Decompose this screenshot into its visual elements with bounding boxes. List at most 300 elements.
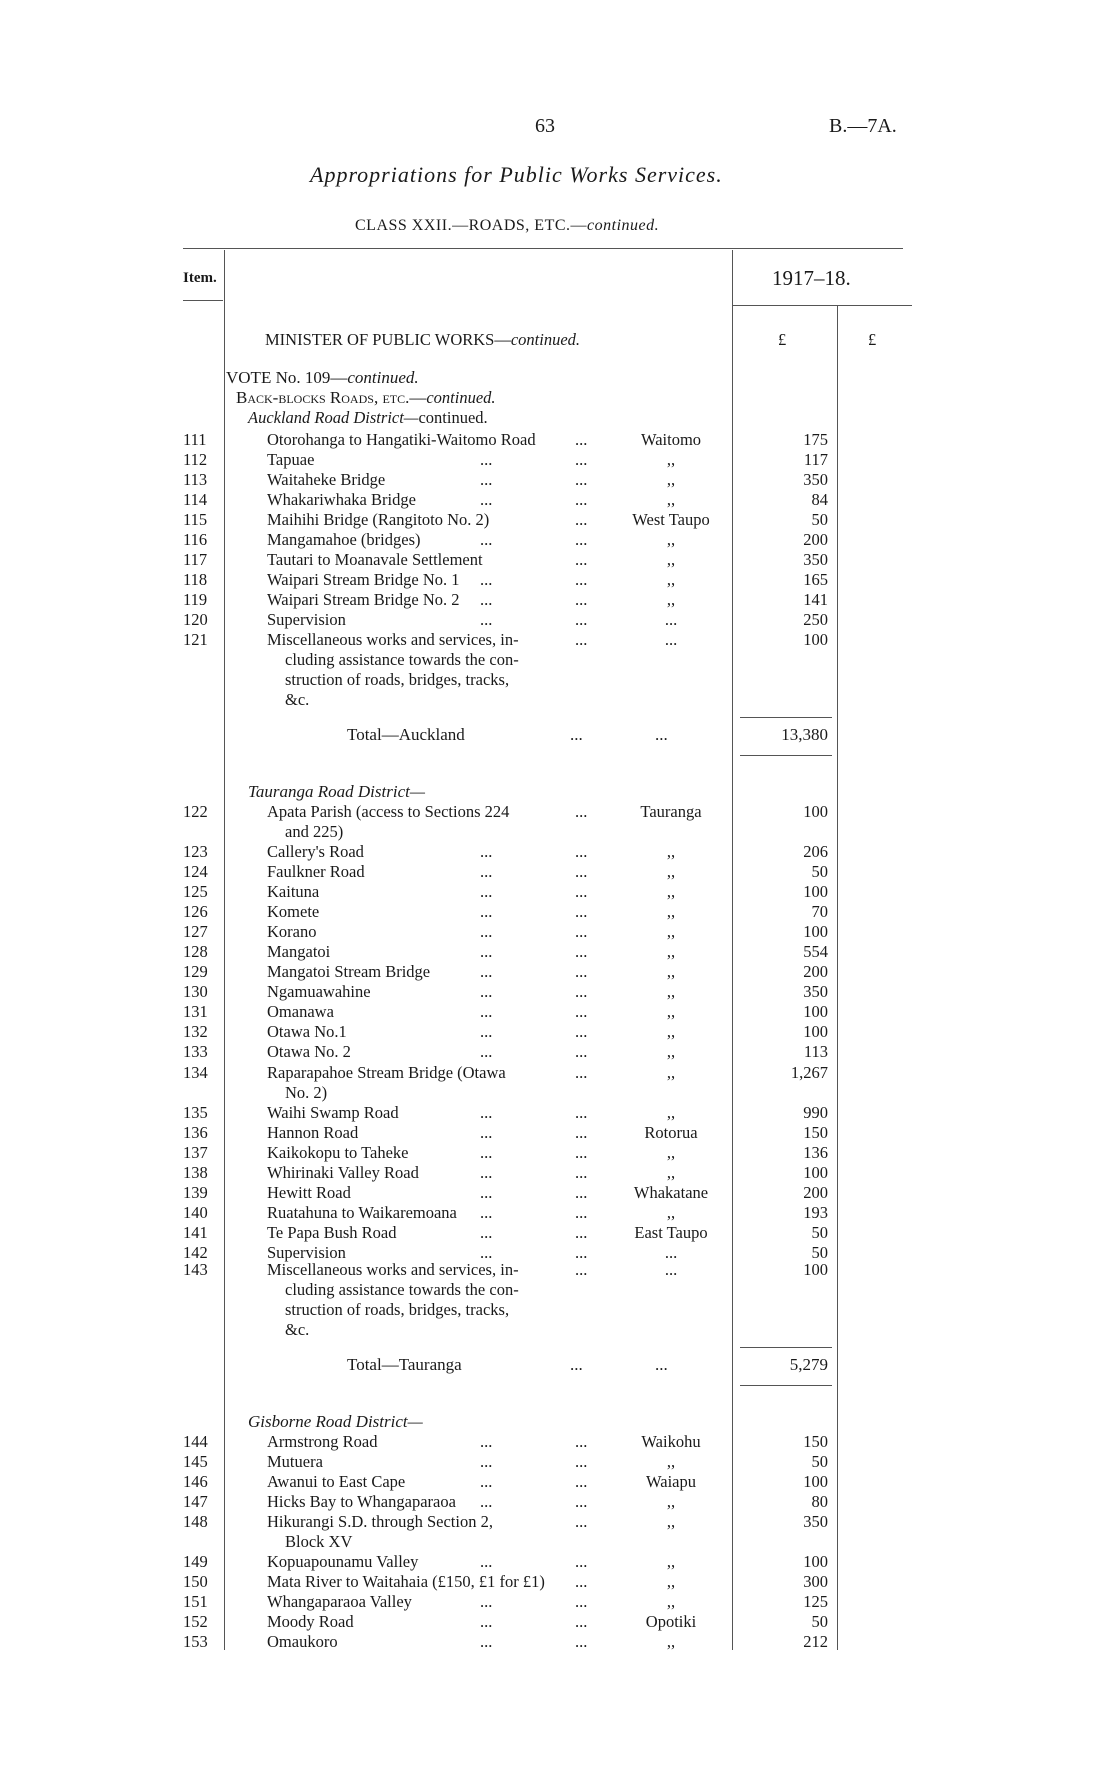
- table-row: [0, 922, 1114, 942]
- item-number: 133: [183, 1042, 208, 1061]
- item-number: 134: [183, 1063, 208, 1082]
- table-row: [0, 510, 1114, 530]
- leader-dots: ...: [575, 902, 588, 921]
- table-row: [0, 610, 1114, 630]
- item-description: Supervision: [267, 1243, 346, 1262]
- leader-dots: ...: [575, 1203, 588, 1222]
- table-row: [0, 1022, 1114, 1042]
- item-number: 119: [183, 590, 208, 609]
- district-name: Tauranga: [640, 802, 702, 821]
- item-description: Mangatoi Stream Bridge: [267, 962, 431, 981]
- amount-value: 100: [803, 1260, 828, 1279]
- amount-value: 200: [803, 530, 828, 549]
- leader-dots: ...: [575, 1042, 588, 1061]
- item-number: 128: [183, 942, 208, 961]
- amount-value: 113: [803, 1042, 828, 1061]
- amount-value: 125: [803, 1592, 828, 1611]
- district-name: Rotorua: [644, 1123, 698, 1142]
- item-number: 121: [183, 630, 208, 649]
- leader-dots: ...: [575, 1163, 588, 1182]
- leader-dots: ...: [480, 590, 493, 609]
- district-name: ,,: [666, 530, 676, 549]
- item-column-header: Item.: [183, 270, 217, 286]
- item-description: Waipari Stream Bridge No. 1: [267, 570, 460, 589]
- item-number: 141: [183, 1223, 208, 1242]
- leader-dots: ...: [575, 630, 588, 649]
- district-name: ,,: [666, 1042, 676, 1061]
- item-number: 125: [183, 882, 208, 901]
- district-name: Waiapu: [646, 1472, 696, 1491]
- item-description: Otawa No.1: [267, 1022, 347, 1041]
- tauranga-district-heading: Tauranga Road District—: [248, 782, 425, 801]
- amount-value: 100: [803, 630, 828, 649]
- misc-continuation: cluding assistance towards the con-: [285, 650, 519, 669]
- leader-dots: ...: [480, 1632, 493, 1651]
- item-description: Ngamuawahine: [267, 982, 371, 1001]
- leader-dots: ...: [480, 1163, 493, 1182]
- table-row: [0, 1143, 1114, 1163]
- district-name: ,,: [666, 1632, 676, 1651]
- leader-dots: ...: [480, 530, 493, 549]
- backblocks-heading: [236, 388, 496, 408]
- district-name: ,,: [666, 1022, 676, 1041]
- leader-dots: ...: [480, 1103, 493, 1122]
- item-description: Tapuae: [267, 450, 315, 469]
- leader-dots: ...: [480, 1002, 493, 1021]
- item-description: Hannon Road: [267, 1123, 359, 1142]
- leader-dots: ...: [655, 725, 668, 744]
- table-row: [0, 882, 1114, 902]
- district-name: ,,: [666, 1552, 676, 1571]
- item-number: 147: [183, 1492, 208, 1511]
- table-row: [0, 1552, 1114, 1572]
- amount-value: 350: [803, 1512, 828, 1531]
- leader-dots: ...: [575, 1452, 588, 1471]
- district-name: Opotiki: [645, 1612, 697, 1631]
- table-row: [0, 1063, 1114, 1083]
- misc-continuation: struction of roads, bridges, tracks,: [285, 670, 510, 689]
- leader-dots: ...: [480, 1243, 493, 1262]
- district-name: ,,: [666, 1572, 676, 1591]
- district-name: ,,: [666, 590, 676, 609]
- item-description: Hikurangi S.D. through Section 2,: [267, 1512, 493, 1531]
- item-number: 123: [183, 842, 208, 861]
- amount-value: 200: [803, 1183, 828, 1202]
- item-number: 117: [183, 550, 208, 569]
- amount-value: 50: [811, 862, 828, 881]
- amount-value: 100: [803, 1472, 828, 1491]
- leader-dots: ...: [480, 610, 493, 629]
- year-header-underline: [732, 305, 912, 306]
- leader-dots: ...: [480, 1123, 493, 1142]
- item-number: 146: [183, 1472, 208, 1491]
- amount-value: 200: [803, 962, 828, 981]
- table-row: [0, 842, 1114, 862]
- item-description: Raparapahoe Stream Bridge (Otawa: [267, 1063, 506, 1082]
- leader-dots: ...: [575, 1022, 588, 1041]
- table-row: [0, 1103, 1114, 1123]
- amount-value: 117: [803, 450, 828, 469]
- item-description: Faulkner Road: [267, 862, 365, 881]
- leader-dots: ...: [480, 1552, 493, 1571]
- class-heading: [355, 217, 659, 235]
- item-description: Korano: [267, 922, 317, 941]
- leader-dots: ...: [575, 1472, 588, 1491]
- amount-value: 1,267: [790, 1063, 828, 1082]
- amount-value: 100: [803, 802, 828, 821]
- leader-dots: ...: [480, 942, 493, 961]
- amount-value: 212: [803, 1632, 828, 1651]
- hikurangi-continuation: Block XV: [285, 1532, 353, 1551]
- amount-value: 350: [803, 470, 828, 489]
- district-name: ,,: [666, 982, 676, 1001]
- page-title: Appropriations for Public Works Services.: [310, 162, 723, 187]
- amount-value: 50: [811, 510, 828, 529]
- amount-value: 100: [803, 1002, 828, 1021]
- table-row: [0, 530, 1114, 550]
- table-row: [0, 570, 1114, 590]
- table-row: [0, 962, 1114, 982]
- amount-value: 141: [803, 590, 828, 609]
- item-number: 132: [183, 1022, 208, 1041]
- vote-heading-cont: continued.: [347, 368, 419, 387]
- item-number: 116: [183, 530, 208, 549]
- item-number: 115: [183, 510, 208, 529]
- leader-dots: ...: [480, 1432, 493, 1451]
- misc-continuation: struction of roads, bridges, tracks,: [285, 1300, 510, 1319]
- leader-dots: ...: [575, 942, 588, 961]
- leader-dots: ...: [480, 1042, 493, 1061]
- district-name: ...: [664, 1243, 678, 1262]
- table-row: [0, 1260, 1114, 1280]
- leader-dots: ...: [575, 550, 588, 569]
- table-row: [0, 1002, 1114, 1022]
- table-row: [0, 490, 1114, 510]
- class-heading-cont: continued.: [587, 217, 660, 234]
- table-row: [0, 450, 1114, 470]
- minister-heading: [265, 330, 580, 350]
- district-name: ,,: [666, 1512, 676, 1531]
- auckland-district-heading: [248, 408, 488, 428]
- tauranga-total-bottom-rule: [740, 1385, 832, 1386]
- amount-value: 350: [803, 550, 828, 569]
- page-number: 63: [535, 115, 555, 137]
- tauranga-total-label: Total—Tauranga: [347, 1355, 462, 1374]
- table-row: [0, 1123, 1114, 1143]
- leader-dots: ...: [480, 922, 493, 941]
- table-row: [0, 1472, 1114, 1492]
- district-name: Waitomo: [640, 430, 702, 449]
- leader-dots: ...: [575, 1260, 588, 1279]
- item-description: Kaituna: [267, 882, 320, 901]
- district-name: ,,: [666, 570, 676, 589]
- leader-dots: ...: [575, 510, 588, 529]
- item-number: 118: [183, 570, 208, 589]
- item-description: Hewitt Road: [267, 1183, 351, 1202]
- district-name: West Taupo: [632, 510, 710, 529]
- leader-dots: ...: [480, 1612, 493, 1631]
- table-top-rule: [183, 248, 903, 249]
- leader-dots: ...: [480, 470, 493, 489]
- table-row: [0, 430, 1114, 450]
- apata-continuation: and 225): [285, 822, 344, 841]
- amount-value: 100: [803, 1552, 828, 1571]
- item-description: Waihi Swamp Road: [267, 1103, 399, 1122]
- item-description: Whakariwhaka Bridge: [267, 490, 416, 509]
- item-number: 143: [183, 1260, 208, 1279]
- amount-value: 50: [811, 1243, 828, 1262]
- auckland-total-bottom-rule: [740, 755, 832, 756]
- item-number: 135: [183, 1103, 208, 1122]
- amount-value: 100: [803, 1022, 828, 1041]
- item-description: Otorohanga to Hangatiki-Waitomo Road: [267, 430, 536, 449]
- district-name: ,,: [666, 882, 676, 901]
- leader-dots: ...: [575, 1632, 588, 1651]
- leader-dots: ...: [575, 450, 588, 469]
- raparapahoe-continuation: No. 2): [285, 1083, 328, 1102]
- district-name: ,,: [666, 842, 676, 861]
- item-description: Hicks Bay to Whangaparaoa: [267, 1492, 456, 1511]
- table-row: [0, 1163, 1114, 1183]
- leader-dots: ...: [575, 470, 588, 489]
- leader-dots: ...: [575, 1592, 588, 1611]
- district-name: ...: [664, 1260, 678, 1279]
- item-header-underline: [183, 300, 223, 301]
- item-description: Te Papa Bush Road: [267, 1223, 397, 1242]
- item-description: Awanui to East Cape: [267, 1472, 406, 1491]
- table-row: [0, 1203, 1114, 1223]
- leader-dots: ...: [570, 725, 583, 744]
- leader-dots: ...: [575, 962, 588, 981]
- item-description: Maihihi Bridge (Rangitoto No. 2): [267, 510, 490, 529]
- table-row: [0, 1432, 1114, 1452]
- item-number: 150: [183, 1572, 208, 1591]
- leader-dots: ...: [480, 862, 493, 881]
- tauranga-total-rule: [740, 1347, 832, 1348]
- item-number: 142: [183, 1243, 208, 1262]
- leader-dots: ...: [575, 1103, 588, 1122]
- leader-dots: ...: [575, 430, 588, 449]
- leader-dots: ...: [480, 902, 493, 921]
- district-name: ,,: [666, 1492, 676, 1511]
- gisborne-district-heading: Gisborne Road District—: [248, 1412, 423, 1431]
- vote-heading: [226, 368, 419, 388]
- item-description: Whirinaki Valley Road: [267, 1163, 419, 1182]
- leader-dots: ...: [480, 1203, 493, 1222]
- district-name: ...: [664, 630, 678, 649]
- item-description: Kopuapounamu Valley: [267, 1552, 419, 1571]
- leader-dots: ...: [655, 1355, 668, 1374]
- leader-dots: ...: [575, 590, 588, 609]
- leader-dots: ...: [480, 1022, 493, 1041]
- backblocks-heading-cont: continued.: [426, 388, 496, 407]
- item-number: 148: [183, 1512, 208, 1531]
- item-number: 112: [183, 450, 208, 469]
- item-description: Mutuera: [267, 1452, 323, 1471]
- district-name: ,,: [666, 942, 676, 961]
- leader-dots: ...: [570, 1355, 583, 1374]
- item-description: Kaikokopu to Taheke: [267, 1143, 409, 1162]
- item-number: 145: [183, 1452, 208, 1471]
- amount-value: 150: [803, 1432, 828, 1451]
- leader-dots: ...: [575, 1552, 588, 1571]
- district-name: ,,: [666, 1002, 676, 1021]
- item-number: 113: [183, 470, 208, 489]
- leader-dots: ...: [480, 490, 493, 509]
- table-row: [0, 1512, 1114, 1532]
- table-row: [0, 982, 1114, 1002]
- leader-dots: ...: [575, 1223, 588, 1242]
- item-number: 152: [183, 1612, 208, 1631]
- item-description: Mata River to Waitahaia (£150, £1 for £1): [267, 1572, 545, 1591]
- item-description: Supervision: [267, 610, 346, 629]
- amount-value: 100: [803, 1163, 828, 1182]
- item-number: 122: [183, 802, 208, 821]
- auckland-total-amount: 13,380: [781, 725, 828, 744]
- amount-value: 206: [803, 842, 828, 861]
- amount-value: 100: [803, 882, 828, 901]
- district-name: ,,: [666, 1103, 676, 1122]
- item-description: Armstrong Road: [267, 1432, 378, 1451]
- leader-dots: ...: [575, 1123, 588, 1142]
- table-row: [0, 1183, 1114, 1203]
- item-description: Omaukoro: [267, 1632, 338, 1651]
- amount-value: 150: [803, 1123, 828, 1142]
- item-number: 139: [183, 1183, 208, 1202]
- leader-dots: ...: [575, 490, 588, 509]
- item-description: Otawa No. 2: [267, 1042, 351, 1061]
- amount-value: 136: [803, 1143, 828, 1162]
- leader-dots: ...: [575, 1243, 588, 1262]
- amount-value: 990: [803, 1103, 828, 1122]
- table-row: [0, 590, 1114, 610]
- amount-value: 350: [803, 982, 828, 1001]
- leader-dots: ...: [575, 862, 588, 881]
- item-description: Miscellaneous works and services, in-: [267, 1260, 519, 1279]
- table-row: [0, 902, 1114, 922]
- document-reference: B.—7A.: [829, 115, 897, 137]
- item-number: 144: [183, 1432, 208, 1451]
- item-number: 138: [183, 1163, 208, 1182]
- item-number: 151: [183, 1592, 208, 1611]
- leader-dots: ...: [575, 1432, 588, 1451]
- minister-heading-main: MINISTER OF PUBLIC WORKS—: [265, 330, 511, 349]
- table-row: [0, 1223, 1114, 1243]
- district-name: ,,: [666, 550, 676, 569]
- leader-dots: ...: [480, 1492, 493, 1511]
- auckland-heading-cont: continued.: [418, 408, 488, 427]
- amount-value: 50: [811, 1223, 828, 1242]
- minister-heading-cont: continued.: [510, 330, 581, 349]
- amount-value: 50: [811, 1452, 828, 1471]
- table-row: [0, 1492, 1114, 1512]
- leader-dots: ...: [575, 1002, 588, 1021]
- item-description: Whangaparaoa Valley: [267, 1592, 412, 1611]
- amount-value: 84: [811, 490, 828, 509]
- item-number: 136: [183, 1123, 208, 1142]
- amount-value: 70: [811, 902, 828, 921]
- amount-value: 50: [811, 1612, 828, 1631]
- leader-dots: ...: [575, 570, 588, 589]
- table-row: [0, 862, 1114, 882]
- table-row: [0, 630, 1114, 650]
- amount-value: 165: [803, 570, 828, 589]
- district-name: ,,: [666, 450, 676, 469]
- item-number: 127: [183, 922, 208, 941]
- leader-dots: ...: [480, 842, 493, 861]
- item-number: 140: [183, 1203, 208, 1222]
- item-description: Mangamahoe (bridges): [267, 530, 421, 549]
- item-description: Omanawa: [267, 1002, 334, 1021]
- leader-dots: ...: [575, 1183, 588, 1202]
- item-description: Miscellaneous works and services, in-: [267, 630, 519, 649]
- item-number: 111: [183, 430, 207, 449]
- item-number: 126: [183, 902, 208, 921]
- leader-dots: ...: [480, 1472, 493, 1491]
- leader-dots: ...: [575, 1572, 588, 1591]
- leader-dots: ...: [480, 1452, 493, 1471]
- item-number: 129: [183, 962, 208, 981]
- misc-continuation: &c.: [285, 1320, 310, 1339]
- misc-continuation: &c.: [285, 690, 310, 709]
- leader-dots: ...: [575, 922, 588, 941]
- leader-dots: ...: [575, 882, 588, 901]
- item-number: 137: [183, 1143, 208, 1162]
- item-number: 153: [183, 1632, 208, 1651]
- leader-dots: ...: [575, 1492, 588, 1511]
- district-name: ,,: [666, 902, 676, 921]
- misc-continuation: cluding assistance towards the con-: [285, 1280, 519, 1299]
- item-description: Mangatoi: [267, 942, 331, 961]
- amount-value: 80: [811, 1492, 828, 1511]
- leader-dots: ...: [480, 1143, 493, 1162]
- district-name: ,,: [666, 1063, 676, 1082]
- table-row: [0, 942, 1114, 962]
- item-number: 130: [183, 982, 208, 1001]
- table-row: [0, 1572, 1114, 1592]
- leader-dots: ...: [575, 610, 588, 629]
- item-description: Komete: [267, 902, 320, 921]
- district-name: Waikohu: [641, 1432, 701, 1451]
- leader-dots: ...: [575, 1063, 588, 1082]
- table-row: [0, 1592, 1114, 1612]
- leader-dots: ...: [575, 1143, 588, 1162]
- currency-symbol: £: [778, 330, 787, 349]
- item-description: Tautari to Moanavale Settlement: [267, 550, 483, 569]
- district-name: ...: [664, 610, 678, 629]
- leader-dots: ...: [480, 570, 493, 589]
- item-number: 120: [183, 610, 208, 629]
- amount-value: 193: [803, 1203, 828, 1222]
- table-row: [0, 470, 1114, 490]
- item-description: Waipari Stream Bridge No. 2: [267, 590, 460, 609]
- leader-dots: ...: [480, 1223, 493, 1242]
- district-name: ,,: [666, 1452, 676, 1471]
- item-description: Apata Parish (access to Sections 224: [267, 802, 510, 821]
- leader-dots: ...: [480, 982, 493, 1001]
- table-row: [0, 802, 1114, 822]
- backblocks-heading-main: Back-blocks Roads, etc.—: [236, 388, 427, 407]
- table-row: [0, 1452, 1114, 1472]
- item-number: 124: [183, 862, 208, 881]
- district-name: ,,: [666, 470, 676, 489]
- item-description: Waitaheke Bridge: [267, 470, 386, 489]
- table-row: [0, 1612, 1114, 1632]
- district-name: East Taupo: [634, 1223, 708, 1242]
- class-heading-main: CLASS XXII.—ROADS, ETC.—: [355, 217, 588, 234]
- item-number: 131: [183, 1002, 208, 1021]
- amount-value: 300: [803, 1572, 828, 1591]
